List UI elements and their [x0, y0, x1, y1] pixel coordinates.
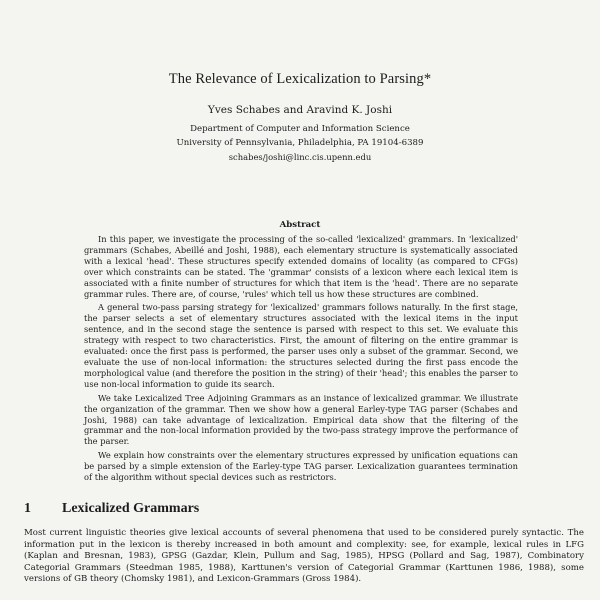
affiliation	[0, 122, 600, 164]
paper-title: The Relevance of Lexicalization to Parsing*	[168, 71, 432, 87]
authors: Yves Schabes and Aravind K. Joshi	[207, 104, 393, 116]
email: schabes/joshi@linc.cis.upenn.edu	[228, 152, 372, 162]
section-number: 1	[24, 501, 31, 516]
department: Department of Computer and Information Science	[190, 124, 410, 134]
abstract-paragraph: A general two-pass parsing strategy for 'lexicalized' grammars follows naturally. In the first stage, the parser selects a set of elementary structures associated with the lexical items in the input sentence, and in the second stage the sentence is parsed with respect to this set. We evaluate this strategy with respect to two characteristics. First, the amount of filtering on the entire grammar is evaluated: once the first pass is performed, the parser uses only a subset of the grammar. Second, we evaluate the use of non-local information: the structures selected during the first pass encode the morphological value (and therefore the position in the string) of their 'head'; this enables the parser to use non-local information to guide its search.	[84, 302, 518, 389]
abstract-heading: Abstract	[279, 220, 321, 230]
abstract-body	[84, 234, 518, 486]
abstract-paragraph: We take Lexicalized Tree Adjoining Grammars as an instance of lexicalized grammar. We illustrate the organization of the grammar. Then we show how a general Earley-type TAG parser (Schabes and Joshi, 1988) can take advantage of lexicalization. Empirical data show that the filtering of the grammar and the non-local information provided by the two-pass strategy improve the performance of the parser.	[84, 392, 518, 447]
university: University of Pennsylvania, Philadelphia, PA 19104-6389	[176, 138, 424, 148]
abstract-paragraph: In this paper, we investigate the processing of the so-called 'lexicalized' grammars. In 'lexicalized' grammars (Schabes, Abeillé and Joshi, 1988), each elementary structure is systematically associated with a lexical 'head'. These structures specify extended domains of locality (as compared to CFGs) over which constraints can be stated. The 'grammar' consists of a lexicon where each lexical item is associated with a finite number of structures for which that item is the 'head'. There are no separate grammar rules. There are, of course, 'rules' which tell us how these structures are combined.	[84, 234, 518, 299]
section-body	[24, 528, 584, 586]
body-paragraph: Most current linguistic theories give lexical accounts of several phenomena that used to be considered purely syntactic. The information put in the lexicon is thereby increased in both amount and complexity: see, for example, lexical rules in LFG (Kaplan and Bresnan, 1983), GPSG (Gazdar, Klein, Pullum and Sag, 1985), HPSG (Pollard and Sag, 1987), Combinatory Categorial Grammars (Steedman 1985, 1988), Karttunen's version of Categorial Grammar (Karttunen 1986, 1988), some versions of GB theory (Chomsky 1981), and Lexicon-Grammars (Gross 1984).	[24, 528, 584, 585]
section-heading	[24, 501, 584, 517]
abstract-paragraph: We explain how constraints over the elementary structures expressed by unification equations can be parsed by a simple extension of the Earley-type TAG parser. Lexicalization guarantees termination of the algorithm without special devices such as restrictors.	[84, 450, 518, 483]
section-title: Lexicalized Grammars	[62, 501, 200, 516]
